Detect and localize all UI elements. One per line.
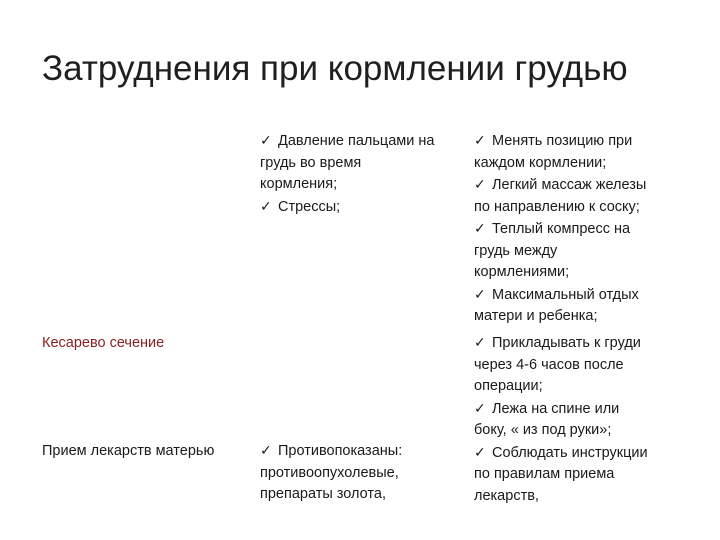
check-icon: ✓ <box>260 442 272 458</box>
check-icon: ✓ <box>474 334 486 350</box>
bullet-line-cont: кормлениями; <box>474 264 570 280</box>
recommendations-cell-row2 <box>474 332 648 507</box>
bullet-line-cont: противоопухолевые, <box>260 464 399 481</box>
recommendations-cell-row1 <box>474 130 646 328</box>
row-label-cesarean: Кесарево сечение <box>42 335 165 351</box>
check-icon: ✓ <box>474 176 486 192</box>
bullet-line-cont: операции; <box>474 378 543 394</box>
bullet-line-cont: через 4-6 часов после <box>474 356 624 373</box>
check-icon: ✓ <box>474 285 486 302</box>
check-icon: ✓ <box>474 443 486 460</box>
bullet-line: ✓ Легкий массаж железы <box>474 174 646 197</box>
slide-title: Затруднения при кормлении грудью <box>42 49 628 88</box>
bullet-line-cont: кормления; <box>260 176 338 192</box>
bullet-line: ✓ Противопоказаны: <box>260 440 402 463</box>
bullet-line-cont: грудь во время <box>260 154 362 171</box>
bullet-line-cont: по правилам приема <box>474 466 615 482</box>
causes-cell-row3 <box>260 440 402 506</box>
bullet-line: ✓ Максимальный отдых <box>474 284 646 307</box>
row-label-medication: Прием лекарств матерью <box>42 443 215 459</box>
check-icon: ✓ <box>474 132 486 148</box>
bullet-line: ✓ Соблюдать инструкции <box>474 442 648 465</box>
check-icon: ✓ <box>474 399 486 416</box>
bullet-line: ✓ Прикладывать к груди <box>474 332 648 355</box>
bullet-line-cont: грудь между <box>474 242 558 259</box>
bullet-line: ✓ Менять позицию при <box>474 130 646 153</box>
bullet-line-cont: каждом кормлении; <box>474 154 607 171</box>
bullet-line: ✓ Лежа на спине или <box>474 398 648 421</box>
bullet-line-cont: лекарств, <box>474 487 539 504</box>
check-icon: ✓ <box>474 220 486 236</box>
bullet-line: ✓ Теплый компресс на <box>474 218 646 241</box>
causes-cell-row1 <box>260 130 434 218</box>
bullet-line-cont: матери и ребенка; <box>474 308 598 324</box>
check-icon: ✓ <box>260 197 272 214</box>
bullet-line-cont: по направлению к соску; <box>474 198 640 215</box>
bullet-line-cont: боку, « из под руки»; <box>474 422 612 438</box>
bullet-line: ✓ Стрессы; <box>260 196 434 219</box>
bullet-line: ✓ Давление пальцами на <box>260 130 434 153</box>
bullet-line-cont: препараты золота, <box>260 486 386 502</box>
check-icon: ✓ <box>260 132 272 148</box>
